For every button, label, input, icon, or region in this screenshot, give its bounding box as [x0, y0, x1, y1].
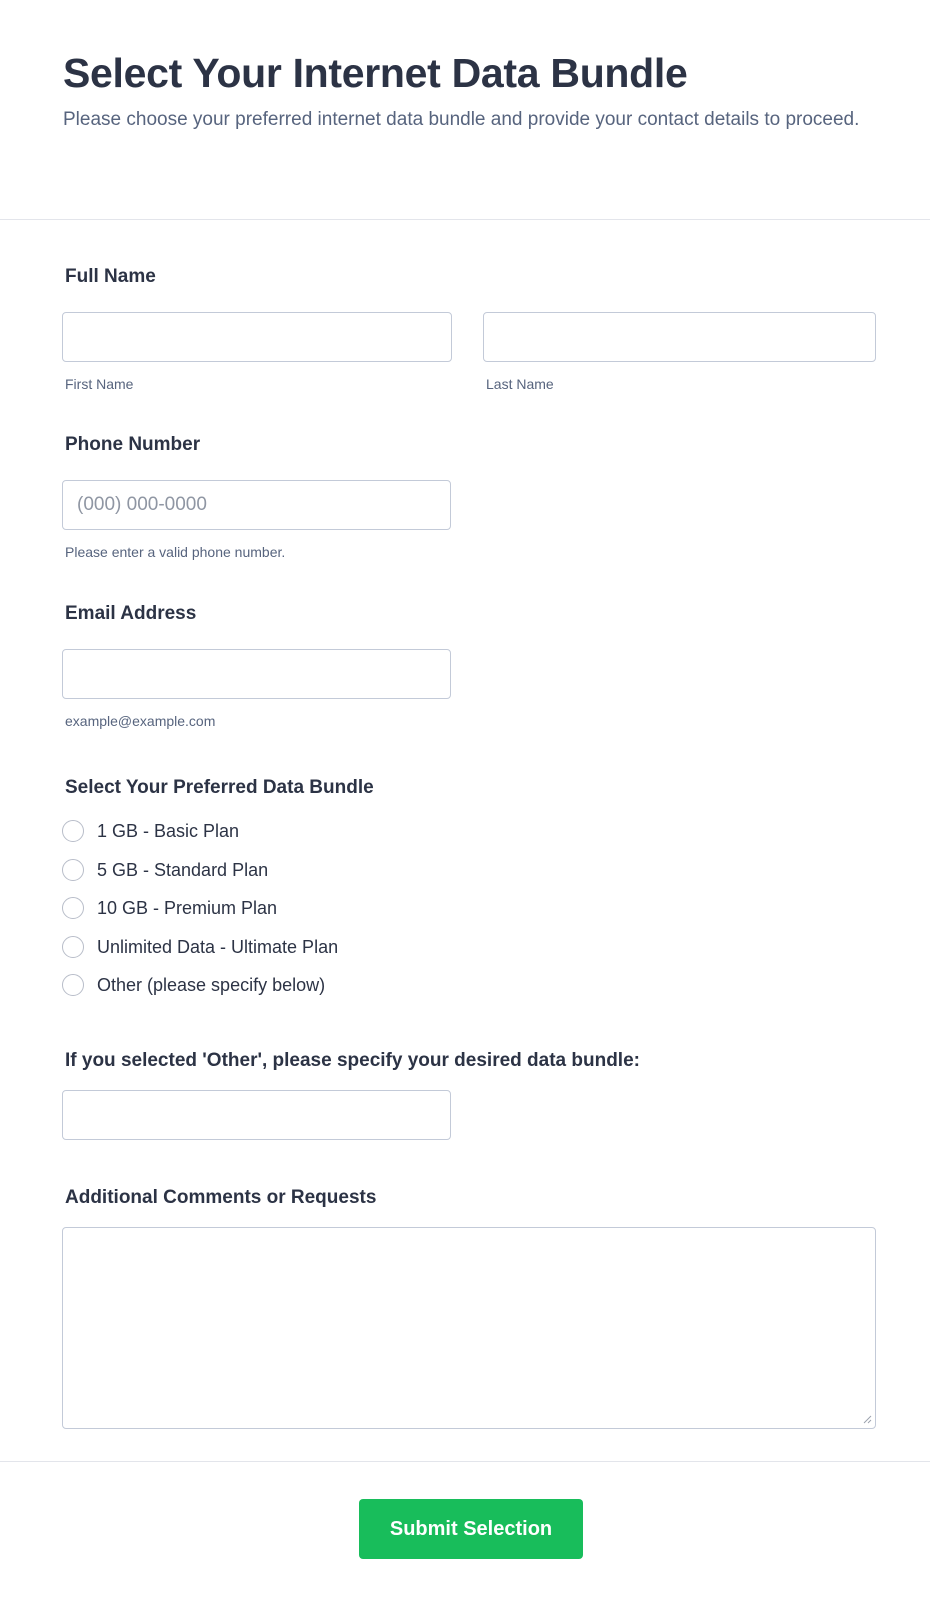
- bundle-option-10gb[interactable]: [62, 895, 277, 921]
- data-bundle-label: Select Your Preferred Data Bundle: [65, 777, 374, 798]
- radio-button[interactable]: [62, 820, 84, 842]
- page-title: Select Your Internet Data Bundle: [63, 50, 688, 96]
- bundle-option-other[interactable]: [62, 972, 325, 998]
- first-name-input[interactable]: [62, 312, 452, 362]
- bundle-option-label: Other (please specify below): [97, 974, 326, 995]
- bundle-option-label: 5 GB - Standard Plan: [97, 859, 269, 880]
- resize-grip-icon[interactable]: [862, 1414, 872, 1424]
- other-bundle-input[interactable]: [62, 1090, 451, 1140]
- email-sublabel: example@example.com: [65, 713, 216, 729]
- bundle-option-1gb[interactable]: [62, 818, 239, 844]
- full-name-label: Full Name: [65, 266, 156, 287]
- form-header: [0, 0, 930, 220]
- radio-button[interactable]: [62, 936, 84, 958]
- phone-number-label: Phone Number: [65, 434, 201, 455]
- radio-button[interactable]: [62, 897, 84, 919]
- comments-textarea[interactable]: [62, 1227, 876, 1429]
- email-input[interactable]: [62, 649, 451, 699]
- footer-divider: [0, 1461, 930, 1462]
- radio-button[interactable]: [62, 859, 84, 881]
- bundle-option-unlimited[interactable]: [62, 934, 338, 960]
- bundle-option-label: Unlimited Data - Ultimate Plan: [97, 936, 339, 957]
- comments-label: Additional Comments or Requests: [65, 1187, 377, 1208]
- bundle-option-5gb[interactable]: [62, 857, 268, 883]
- bundle-option-label: 10 GB - Premium Plan: [97, 897, 278, 918]
- email-address-label: Email Address: [65, 603, 197, 624]
- bundle-option-label: 1 GB - Basic Plan: [97, 820, 240, 841]
- submit-button[interactable]: Submit Selection: [359, 1499, 583, 1559]
- page-subtitle: Please choose your preferred internet data bundle and provide your contact details to proceed.: [63, 109, 860, 130]
- radio-button[interactable]: [62, 974, 84, 996]
- first-name-sublabel: First Name: [65, 376, 134, 392]
- last-name-sublabel: Last Name: [486, 376, 554, 392]
- phone-number-sublabel: Please enter a valid phone number.: [65, 544, 286, 560]
- other-bundle-label: If you selected 'Other', please specify your desired data bundle:: [65, 1050, 640, 1071]
- phone-number-input[interactable]: [62, 480, 451, 530]
- last-name-input[interactable]: [483, 312, 876, 362]
